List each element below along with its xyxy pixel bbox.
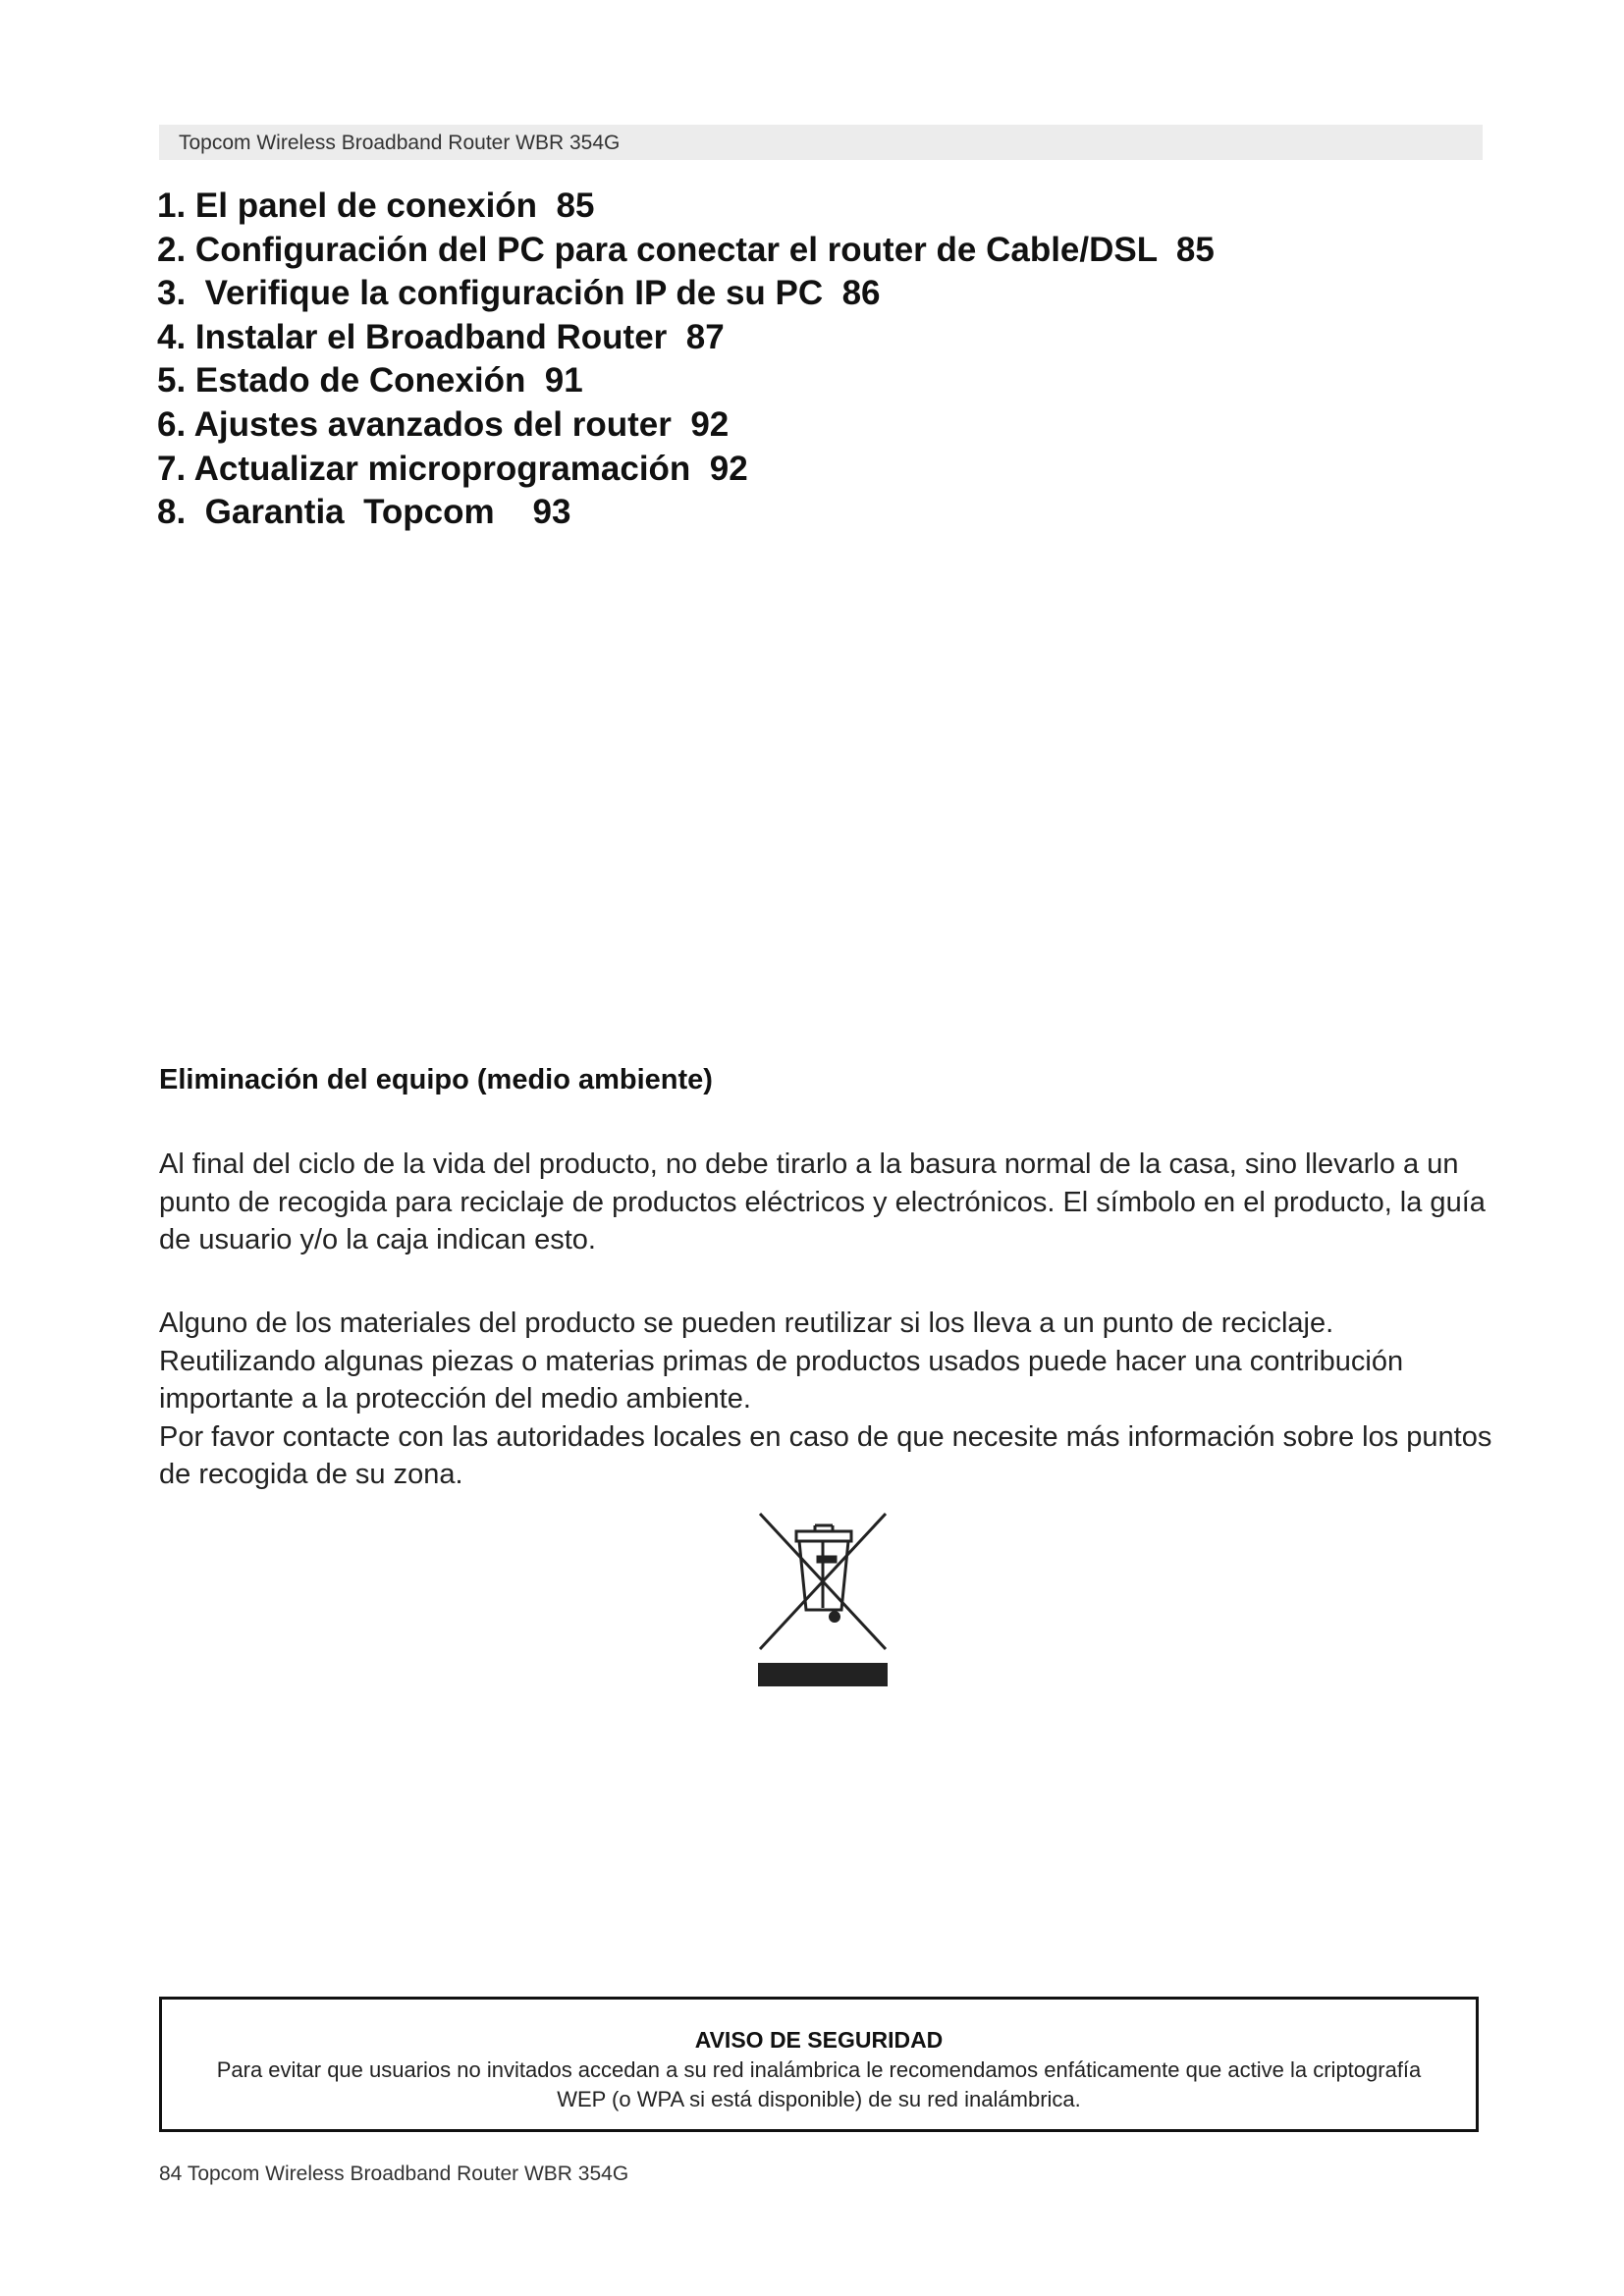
- toc-item[interactable]: 2. Configuración del PC para conectar el router de Cable/DSL 85: [157, 230, 1215, 269]
- header-title: Topcom Wireless Broadband Router WBR 354G: [179, 132, 621, 154]
- table-of-contents: [157, 185, 1215, 535]
- environment-paragraph-1: Al final del ciclo de la vida del producto, no debe tirarlo a la basura normal de la casa, sino llevarlo a un punto de recogida para reciclaje de productos eléctricos y electrónicos. El símbolo en el producto, la guía de usuario y/o la caja indican esto.: [159, 1148, 1486, 1256]
- safety-notice: [159, 1997, 1479, 2132]
- crossed-out-wheelie-bin-icon: [754, 1502, 892, 1688]
- solid-bar: [758, 1663, 888, 1686]
- safety-text: Para evitar que usuarios no invitados accedan a su red inalámbrica le recomendamos enfáticamente que active la criptografía WEP (o WPA si está disponible) de su red inalámbrica.: [216, 2057, 1422, 2111]
- bin-outline: [796, 1525, 851, 1610]
- toc-item[interactable]: 8. Garantia Topcom 93: [157, 493, 571, 532]
- environment-paragraph-2: Alguno de los materiales del producto se pueden reutilizar si los lleva a un punto de reciclaje. Reutilizando algunas piezas o materias primas de productos usados puede hacer una contribución importante a la protección del medio ambiente.: [159, 1308, 1404, 1415]
- toc-item[interactable]: 6. Ajustes avanzados del router 92: [157, 404, 730, 444]
- page-footer: 84 Topcom Wireless Broadband Router WBR 354G: [159, 2163, 629, 2185]
- bin-wheel: [829, 1611, 840, 1623]
- toc-item[interactable]: 1. El panel de conexión 85: [157, 187, 595, 225]
- environment-paragraphs-2-3: [159, 1305, 1494, 1494]
- running-header: [159, 125, 1483, 160]
- environment-heading: Eliminación del equipo (medio ambiente): [159, 1064, 713, 1095]
- environment-paragraph-3: Por favor contacte con las autoridades locales en caso de que necesite más información sobre los puntos de recogida de su zona.: [159, 1420, 1492, 1491]
- safety-title: AVISO DE SEGURIDAD: [694, 2027, 944, 2053]
- toc-item[interactable]: 4. Instalar el Broadband Router 87: [157, 317, 725, 356]
- toc-item[interactable]: 5. Estado de Conexión 91: [157, 361, 583, 400]
- toc-item[interactable]: 7. Actualizar microprogramación 92: [157, 449, 748, 488]
- toc-item[interactable]: 3. Verifique la configuración IP de su PC 86: [157, 274, 881, 313]
